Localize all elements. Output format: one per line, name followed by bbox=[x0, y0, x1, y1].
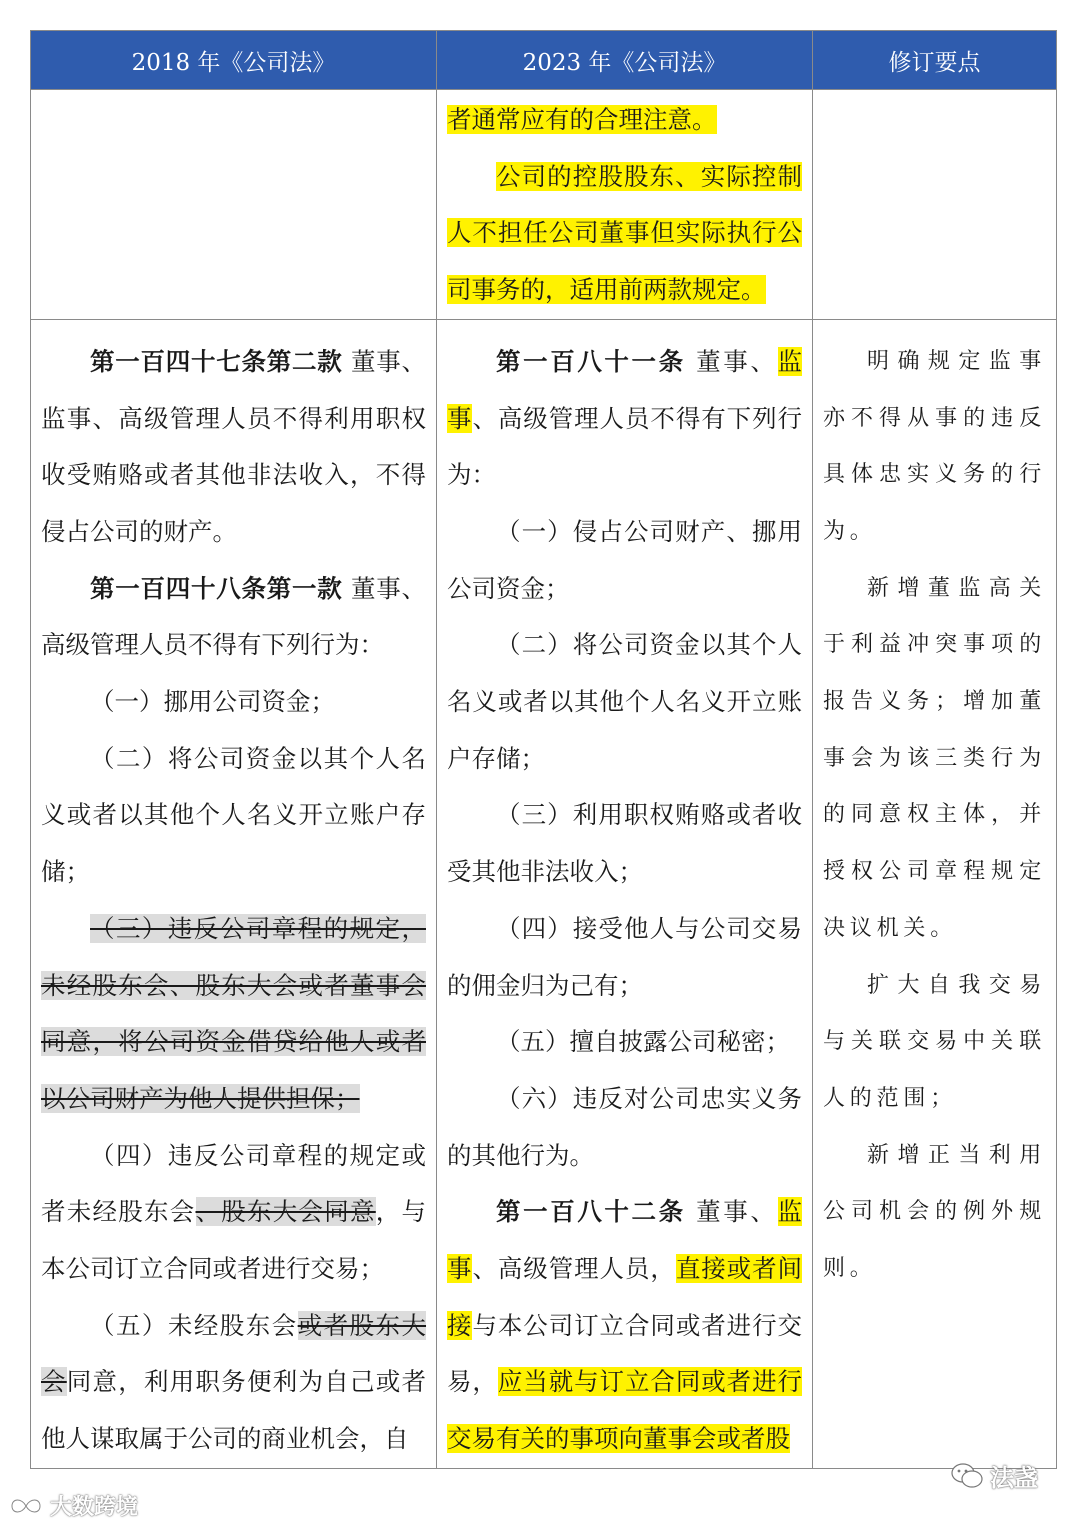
note-2: 新增董监高关于利益冲突事项的报告义务；增加董事会为该三类行为的同意权主体，并授权公司章程规定决议机关。 bbox=[823, 575, 1046, 941]
item-5: （五）未经股东会或者股东大会同意，利用职务便利为自己或者他人谋取属于公司的商业机会，自 bbox=[41, 1310, 427, 1454]
cell-revision-notes bbox=[813, 319, 1057, 1468]
controlling-shareholder-clause: 公司的控股股东、实际控制人不担任公司董事但实际执行公司事务的，适用前两款规定。 bbox=[447, 161, 802, 305]
item-3: （三）利用职权贿赂或者收受其他非法收入； bbox=[447, 800, 802, 887]
infinity-logo-icon bbox=[6, 1495, 46, 1517]
cell-notes-empty bbox=[813, 90, 1057, 320]
article-181-para: 第一百八十一条 董事、监事、高级管理人员不得有下列行为： bbox=[447, 346, 803, 490]
watermark-right bbox=[950, 1458, 1038, 1493]
item-1: （一）侵占公司财产、挪用公司资金； bbox=[447, 516, 802, 603]
item-5: （五）擅自披露公司秘密； bbox=[496, 1027, 790, 1057]
item-1: （一）挪用公司资金； bbox=[90, 687, 335, 717]
watermark-right-text: 法盏 bbox=[990, 1464, 1038, 1492]
table-header-row bbox=[31, 31, 1057, 90]
cell-2018-articles bbox=[31, 319, 437, 1468]
comparison-table bbox=[30, 30, 1057, 1469]
continued-text: 者通常应有的合理注意。 bbox=[447, 105, 717, 134]
item-3-deleted: （三）违反公司章程的规定，未经股东会、股东大会或者董事会同意，将公司资金借贷给他人或者以公司财产为他人提供担保； bbox=[41, 913, 426, 1113]
article-147-para: 第一百四十七条第二款 董事、监事、高级管理人员不得利用职权收受贿赂或者其他非法收入，不得侵占公司的财产。 bbox=[41, 346, 426, 546]
table-row bbox=[31, 90, 1057, 320]
article-182-para: 第一百八十二条 董事、监事、高级管理人员，直接或者间接与本公司订立合同或者进行交易，应当就与订立合同或者进行交易有关的事项向董事会或者股 bbox=[447, 1197, 803, 1454]
item-4: （四）违反公司章程的规定或者未经股东会、股东大会同意，与本公司订立合同或者进行交易； bbox=[41, 1140, 426, 1284]
item-4: （四）接受他人与公司交易的佣金归为己有； bbox=[447, 913, 802, 1000]
note-4: 新增正当利用公司机会的例外规则。 bbox=[823, 1142, 1046, 1282]
wechat-icon bbox=[950, 1462, 984, 1490]
watermark-left-text: 大数跨境 bbox=[50, 1495, 139, 1520]
item-6: （六）违反对公司忠实义务的其他行为。 bbox=[447, 1083, 802, 1170]
watermark-left bbox=[6, 1490, 138, 1521]
note-1: 明确规定监事亦不得从事的违反具体忠实义务的行为。 bbox=[823, 348, 1046, 544]
item-2: （二）将公司资金以其个人名义或者以其他个人名义开立账户存储； bbox=[447, 630, 802, 773]
cell-2023-continued bbox=[437, 90, 813, 320]
cell-2018-empty bbox=[31, 90, 437, 320]
table-row bbox=[31, 319, 1057, 1468]
article-148-para: 第一百四十八条第一款 董事、高级管理人员不得有下列行为： bbox=[41, 573, 426, 660]
header-2023-law: 2023 年《公司法》 bbox=[437, 31, 813, 90]
note-3: 扩大自我交易与关联交易中关联人的范围； bbox=[823, 972, 1046, 1111]
header-2018-law: 2018 年《公司法》 bbox=[31, 31, 437, 90]
cell-2023-articles bbox=[437, 319, 813, 1468]
item-2: （二）将公司资金以其个人名义或者以其他个人名义开立账户存储； bbox=[41, 743, 426, 887]
header-revision-points: 修订要点 bbox=[813, 31, 1057, 90]
